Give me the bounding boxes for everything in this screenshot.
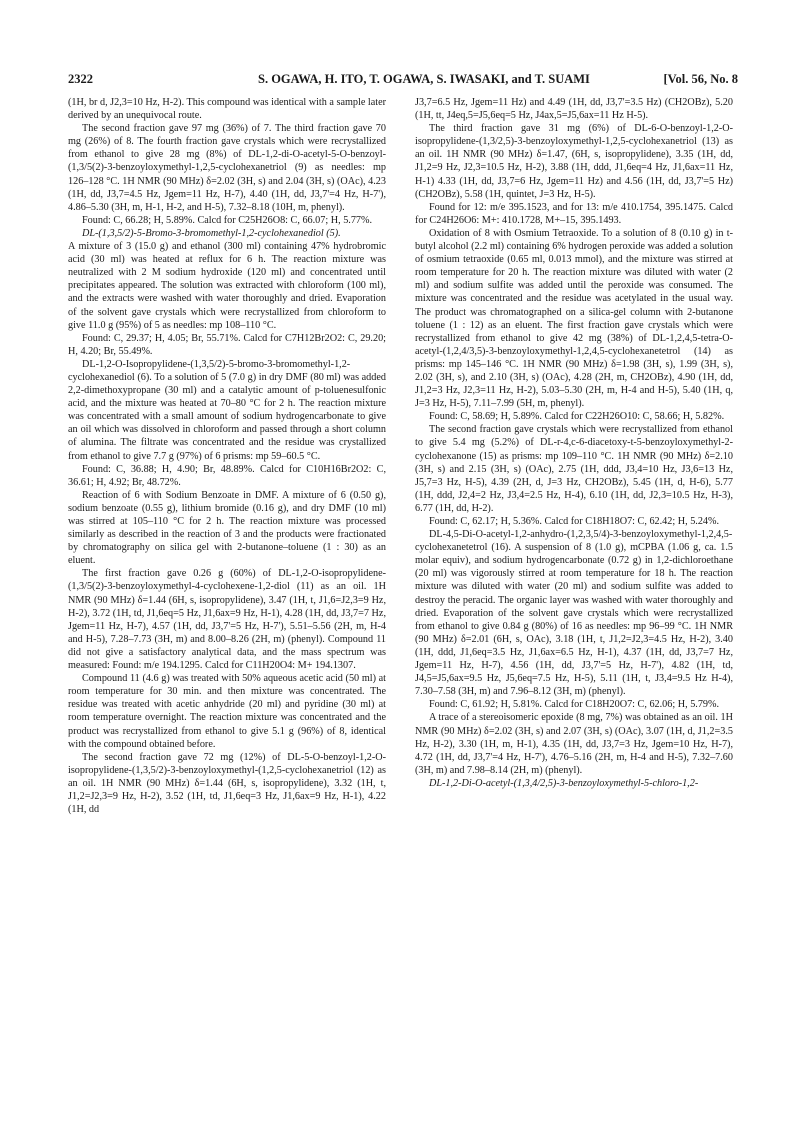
paragraph: Found: C, 66.28; H, 5.89%. Calcd for C25H26O8: C, 66.07; H, 5.77%.	[82, 214, 373, 226]
paragraph: The second fraction gave crystals which were recrystallized from ethanol to give 5.4 mg (5.2%) of DL-r-4,c-6-diacetoxy-t-5-benzoyloxymethyl-2-cyclohexanone (15) as prisms: mp 109–110 °C. 1H NMR (90 MHz) δ=2.10 (3H, s) and 2.15 (3H, s) (OAc), 2.75 (1H, ddd, J3,4=10 Hz, J3,6=13 Hz, J5,7=3 Hz, H-5), 4.39 (2H, d, J=3 Hz, CH2OBz), 5.45 (1H, d, H-6), 5.77 (1H, ddd, J2,4=2 Hz, J3,4=2.5 Hz, H-4), 6.10 (1H, dd, J2,3=10.5 Hz, H-3), 6.77 (1H, dd, H-2).	[415, 424, 733, 514]
paragraph: DL-4,5-Di-O-acetyl-1,2-anhydro-(1,2,3,5/4)-3-benzoyloxymethyl-1,2,4,5-cyclohexanetetrol (16). A suspension of 8 (1.0 g), mCPBA (1.06 g, ca. 1.5 molar equiv), and sodium hydrogencarbonate (0.72 g) in 1,2-dichloroethane (20 ml) was vigorously stirred at room temperature for 18 h. The reaction mixture was diluted with water (20 ml) and sodium sulfite was added to destroy the peracid. The organic layer was washed with water thoroughly and dried. Evaporation of the solvent gave crystals which were recrystallized from ethanol to give 0.84 g (80%) of 16 as needles: mp 96–99 °C. 1H NMR (90 MHz) δ=2.01 (6H, s, OAc), 3.18 (1H, t, J1,2=J2,3=4.5 Hz, H-2), 3.40 (1H, ddd, J1,6eq=3.5 Hz, J1,6ax=6.5 Hz, H-1), 4.37 (1H, dd, J3,7=7 Hz, Jgem=11 Hz, H-7), 4.56 (1H, dd, J3,7'=5 Hz, H-7'), 4.82 (1H, td, J4,5=J5,6ax=9.5 Hz, J5,6eq=7.5 Hz, H-5), 5.11 (1H, t, J3,4=9.5 Hz H-4), 7.30–7.58 (3H, m) and 7.96–8.12 (3H, m) (phenyl).	[415, 529, 733, 698]
paragraph: The second fraction gave 97 mg (36%) of 7. The third fraction gave 70 mg (26%) of 8. The fourth fraction gave crystals which were recrystallized from ethanol to give 28 mg (8%) of DL-1,2-di-O-acetyl-5-O-benzoyl-(1,3/5(2)-3-benzoyloxymethyl-1,2,5-cyclohexanetriol (9) as needles: mp 126–128 °C. 1H NMR (90 MHz) δ=2.02 (3H, s) and 2.04 (3H, s) (OAc), 4.23 (1H, dd, J3,7=4.5 Hz, Jgem=11 Hz, H-7), 4.40 (1H, dd, J3,7'=4 Hz, H-7'), 4.86–5.30 (3H, m, H-1, H-2, and H-5), 7.32–8.18 (10H, m, phenyl).	[68, 123, 386, 213]
paragraph: DL-1,2-Di-O-acetyl-(1,3,4/2,5)-3-benzoyloxymethyl-5-chloro-1,2-	[429, 777, 699, 789]
paragraph: Found for 12: m/e 395.1523, and for 13: m/e 410.1754, 395.1475. Calcd for C24H26O6: M+: 410.1728, M+–15, 395.1493.	[415, 201, 733, 226]
paragraph: The second fraction gave 72 mg (12%) of DL-5-O-benzoyl-1,2-O-isopropylidene-(1,3,5/2)-3-benzoyloxymethyl-(1,2,5-cyclohexanetriol (12) as an oil. 1H NMR (90 MHz) δ=1.44 (6H, s, isopropylidene), 3.32 (1H, t, J1,2=J2,3=9 Hz, H-2), 3.52 (1H, td, J1,6eq=3 Hz, J1,6ax=9 Hz, H-1), 4.22 (1H, dd	[68, 751, 386, 816]
paragraph: A mixture of 3 (15.0 g) and ethanol (300 ml) containing 47% hydrobromic acid (30 ml) was heated at reflux for 6 h. The reaction mixture was neutralized with 2 M sodium hydroxide (120 ml) and concentrated until precipitates appeared. The solution was extracted with chloroform (100 ml), and the extracts were washed with water thoroughly and dried. Evaporation of the solvent gave crystals which were recrystallized from chloroform to give 11.0 g (95%) of 5 as needles: mp 108–110 °C.	[68, 241, 386, 331]
paragraph: Found: C, 36.88; H, 4.90; Br, 48.89%. Calcd for C10H16Br2O2: C, 36.61; H, 4.92; Br, 48.72%.	[68, 463, 386, 488]
paragraph: Found: C, 58.69; H, 5.89%. Calcd for C22H26O10: C, 58.66; H, 5.82%.	[429, 411, 725, 423]
paragraph: The third fraction gave 31 mg (6%) of DL-6-O-benzoyl-1,2-O-isopropylidene-(1,3/2,5)-3-benzoyloxymethyl-1,2,5-cyclohexanetriol (13) as an oil. 1H NMR (90 MHz) δ=1.47, (6H, s, isopropylidene), 3.35 (1H, dd, J1,2=9 Hz, J2,3=10.5 Hz, H-2), 3.88 (1H, ddd, J1,6eq=4 Hz, J1,6ax=11 Hz, H-1) 4.33 (1H, dd, J3,7=6 Hz, Jgem=11 Hz) and 4.56 (1H, dd, J3,7'=5 Hz) (CH2OBz), 5.58 (1H, quintet, J=3 Hz, H-5).	[415, 123, 733, 200]
paragraph: DL-1,2-O-Isopropylidene-(1,3,5/2)-5-bromo-3-bromomethyl-1,2-cyclohexanediol (6). To a solution of 5 (7.0 g) in dry DMF (80 ml) was added 2,2-dimethoxypropane (30 ml) and a catalytic amount of p-toluenesulfonic acid, and the mixture was heated at 70–80 °C for 2 h. The reaction mixture was concentrated with a small amount of sodium hydrogencarbonate to give an oil which was dissolved in chloroform and passed through a short column of alumina. The filtrate was concentrated and the residue was crystallized from ethanol to give 7.7 g (97%) of 6 prisms: mp 59–60.5 °C.	[68, 358, 386, 462]
right-column	[415, 96, 733, 790]
journal-volume: [Vol. 56, No. 8	[663, 72, 738, 86]
paragraph: A trace of a stereoisomeric epoxide (8 mg, 7%) was obtained as an oil. 1H NMR (90 MHz) δ=2.02 (3H, s) and 2.07 (3H, s) (OAc), 3.07 (1H, d, J1,2=3.5 Hz, H-2), 3.30 (1H, m, H-1), 4.35 (1H, dd, J3,7=3 Hz, Jgem=10 Hz, H-7), 4.72 (1H, dd, J3,7'=4 Hz, H-7'), 4.76–5.16 (2H, m, H-4 and H-5), 7.32–7.60 (3H, m) and 7.98–8.14 (2H, m) (phenyl).	[415, 712, 733, 776]
paragraph: J3,7=6.5 Hz, Jgem=11 Hz) and 4.49 (1H, dd, J3,7'=3.5 Hz) (CH2OBz), 5.20 (1H, tt, J4eq,5=J5,6eq=5 Hz, J4ax,5=J5,6ax=11 Hz H-5).	[415, 97, 733, 122]
paragraph: Oxidation of 8 with Osmium Tetraoxide. To a solution of 8 (0.10 g) in t-butyl alcohol (2.2 ml) containing 6% hydrogen peroxide was added a solution of osmium tetraoxide (0.65 ml, 0.013 mmol), and the mixture was stirred at room temperature for 20 h. The reaction mixture was diluted with water (2 ml) and sodium sulfite was added until the peroxide was consumed. The mixture was concentrated and the residue was acetylated in the usual way. The product was chromatographed on a silica-gel column with 2-butanone toluene (1 : 12) as an eluent. The first fraction gave crystals which were recrystallized from ethanol to give 42 mg (38%) of DL-1,2,4,5-tetra-O-acetyl-(1,2,4/3,5)-3-benzoyloxymethyl-1,2,4,5-cyclohexanetetrol (14) as prisms: mp 145–146 °C. 1H NMR (90 MHz) δ=1.98 (3H, s), 1.99 (3H, s), 2.02 (3H, s), and 2.10 (3H, s) (OAc), 4.28 (2H, m, CH2OBz), 4.90 (1H, dd, J1,2=3 Hz, J2,3=11 Hz, H-2), 5.03–5.30 (2H, m, H-4 and H-5), 5.40 (1H, q, J=3 Hz, H-5), 7.11–7.99 (5H, m, phenyl).	[415, 227, 733, 410]
paragraph: Compound 11 (4.6 g) was treated with 50% aqueous acetic acid (50 ml) at room temperature for 30 min. and then mixture was concentrated. The residue was treated with acetic anhydride (20 ml) and pyridine (30 ml) at room temperature overnight. The reaction mixture was concentrated and the product was recrystallized from ethanol to give 5.1 g (96%) of 8, identical with the compound obtained before.	[68, 673, 386, 750]
running-authors: S. OGAWA, H. ITO, T. OGAWA, S. IWASAKI, and T. SUAMI	[258, 72, 590, 86]
paragraph: The first fraction gave 0.26 g (60%) of DL-1,2-O-isopropylidene-(1,3/5(2)-3-benzoyloxymethyl-4-cyclohexene-1,2-diol (11) as an oil. 1H NMR (90 MHz) δ=1.44 (6H, s, isopropylidene), 3.47 (1H, t, J1,6=J2,3=9 Hz, H-2), 3.72 (1H, td, J1,6eq=5 Hz, J1,6ax=9 Hz, H-1), 4.28 (1H, dd, J3,7=7 Hz, Jgem=11 Hz, H-7), 4.57 (1H, dd, J3,7'=5 Hz, H-7'), 5.51–5.56 (2H, m, H-4 and H-5), 7.28–7.73 (3H, m) and 8.00–8.26 (2H, m) (phenyl). Compound 11 did not give a satisfactory analytical data, and the mass spectrum was measured: Found: m/e 194.1295. Calcd for C11H20O4: M+ 194.1307.	[68, 568, 386, 672]
paragraph: Found: C, 61.92; H, 5.81%. Calcd for C18H20O7: C, 62.06; H, 5.79%.	[429, 699, 720, 711]
paragraph: Found: C, 62.17; H, 5.36%. Calcd for C18H18O7: C, 62.42; H, 5.24%.	[429, 516, 720, 527]
left-column	[68, 96, 386, 816]
paragraph: Found: C, 29.37; H, 4.05; Br, 55.71%. Calcd for C7H12Br2O2: C, 29.20; H, 4.20; Br, 55.49%.	[68, 332, 386, 357]
paragraph: (1H, br d, J2,3=10 Hz, H-2). This compound was identical with a sample later derived by an unequivocal route.	[68, 97, 386, 122]
paragraph: DL-(1,3,5/2)-5-Bromo-3-bromomethyl-1,2-cyclohexanediol (5).	[82, 227, 341, 239]
page-header	[68, 72, 738, 90]
paragraph: Reaction of 6 with Sodium Benzoate in DMF. A mixture of 6 (0.50 g), sodium benzoate (0.55 g), lithium bromide (0.16 g), and dry DMF (10 ml) was stirred at 105–110 °C for 2 h. The reaction mixture was processed similarly as described in the reaction of 3 and the products were fractionated by chromatography on silica gel with 2-butanone–toluene (1 : 30) as an eluent.	[68, 489, 386, 567]
page-number: 2322	[68, 72, 93, 86]
